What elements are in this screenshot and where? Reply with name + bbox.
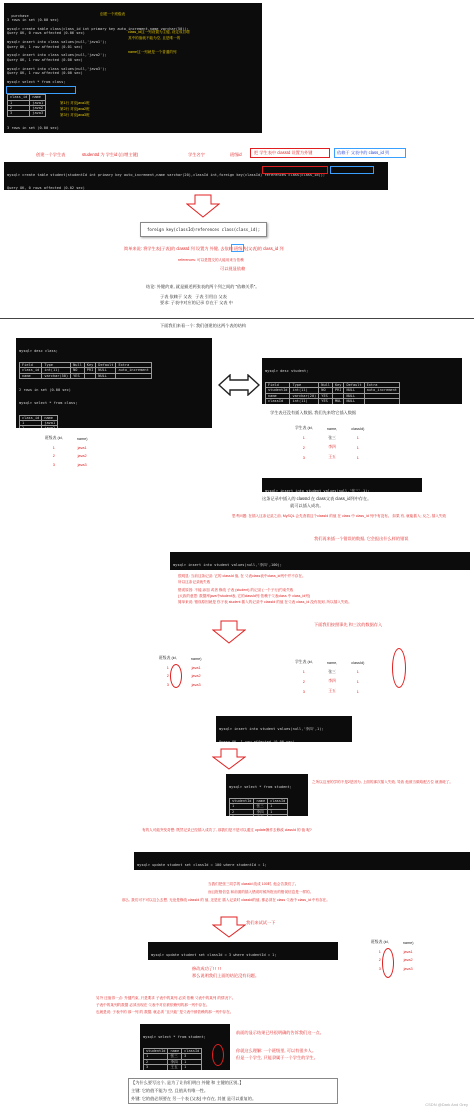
col-header: 班级表 (id,	[159, 656, 177, 661]
cell: auto_increment	[116, 368, 151, 373]
sql-line	[219, 740, 349, 742]
cell: 1	[268, 809, 288, 814]
update-explain-3: 那么, 我们可不可以这么去想, 无论是修改 classId 的 值, 还是在 插入记录时 classId的值, 都必须在 class 父表中 class_id 中有存在。	[122, 898, 330, 902]
cell: classId	[266, 399, 290, 404]
cell: 1	[302, 670, 305, 675]
note-fail-start: 我们再来插一个错误的数据, 它会报出什么样的错误	[314, 536, 409, 541]
sql-line: mysql> insert into class values(null,'java1');	[7, 40, 107, 45]
cell: 3	[52, 463, 55, 468]
terminal-update-ok	[148, 942, 338, 960]
sql-line: mysql> update student set classId = 100 where studentId = 1;	[137, 862, 267, 867]
terminal-desc-class	[16, 338, 212, 428]
cell: int(11)	[290, 399, 319, 404]
cell: NULL	[96, 373, 116, 378]
col-header: Default	[344, 383, 364, 388]
label-student-name: 学生名字	[188, 152, 205, 157]
sql-line: 3 rows in set (0.00 sec)	[7, 18, 59, 23]
cell: 张三	[168, 1054, 182, 1059]
col-header: Type	[42, 363, 71, 368]
cell: 王五	[168, 1065, 182, 1070]
col-header: name	[42, 415, 58, 420]
col-header: name	[168, 1049, 182, 1054]
cell: class_id	[20, 368, 42, 373]
cell: name	[20, 373, 42, 378]
cell: NULL	[344, 388, 364, 393]
sql-line: mysql> select * from student;	[143, 1034, 206, 1039]
cell: 3	[378, 967, 381, 972]
col-header: 班级表 (id,	[371, 940, 389, 945]
note-think: 思考问题: 在插入这条记录之前, MySQL 会先查看这个classId 的值 在 class 中 class_id 列中有没有。 如果 有, 就能插入; 反之, 插入失败	[232, 514, 447, 518]
cell: 1	[356, 689, 359, 694]
col-header: classId	[182, 1049, 202, 1054]
terminal-insert-zhangsan	[262, 478, 422, 492]
final-student-table	[143, 1048, 202, 1070]
note-row1: 第1行 对应java1班	[60, 101, 90, 105]
highlight-circle	[212, 1044, 224, 1066]
cell: NULL	[344, 393, 364, 398]
sql-line: Query OK, 1 row affected (0.00 sec)	[7, 57, 83, 62]
cell: 李四	[168, 1059, 182, 1064]
col-header: Key	[332, 383, 344, 388]
note-insert-exists: 这条记录中插入的 classId 在 class父表 class_id列中存在。	[262, 496, 372, 501]
double-arrow-icon	[218, 374, 260, 396]
col-header: Field	[266, 383, 290, 388]
fail-explain-3: 错误原因: 不能 添加 或者 修改 子表 (student) 的记录 (一个子行)约束失败	[178, 588, 294, 592]
fk-need: 要求: 子表中对应的记录 存在于 父表 中	[160, 300, 233, 305]
terminal-update-fail	[134, 852, 470, 870]
col-header: classId	[268, 799, 288, 804]
col-header: name)	[190, 656, 202, 661]
cell: java1	[42, 420, 58, 425]
section2-title: 下面我们来看一个: 我们创建的这两个表的结构	[160, 323, 247, 328]
cell	[230, 815, 254, 816]
sql-line: Query OK, 1 row affected (0.00 sec)	[7, 71, 83, 76]
cell	[20, 426, 42, 428]
cell: 1	[268, 804, 288, 809]
cell: 1	[356, 436, 359, 441]
cell: 1	[182, 1065, 202, 1070]
col-header: name	[30, 95, 46, 100]
fk-explain: 简单来说: 将学生表(子表)的 classId 列 设置为 外键, 去依赖 班级表(父表)的 class_id 列	[124, 246, 284, 251]
watermark: CSDN @Dark And Grey	[425, 1102, 468, 1107]
note-name-col: name这一列就是一个普通的列	[128, 50, 177, 54]
cell: java2	[77, 454, 87, 459]
col-header: Key	[84, 363, 96, 368]
cell: 李四	[254, 809, 268, 814]
cell: 李四	[328, 445, 336, 450]
label-ref: 依赖于 父表中的 class_id 列	[337, 150, 390, 155]
highlight-circle	[392, 648, 406, 688]
cell: 李四	[328, 679, 336, 684]
sql-line: purchase	[7, 13, 29, 18]
sql-line: Query OK, 1 row affected (0.01 sec)	[7, 44, 83, 49]
result-footer: 2 rows in set (0.00 sec)	[19, 388, 71, 393]
cell: NULL	[96, 368, 116, 373]
cell: 3	[302, 455, 305, 460]
cell: NULL	[344, 399, 364, 404]
col-header: Default	[96, 363, 116, 368]
note-pk: class_id这一列设置为主键, 设定成自增	[128, 30, 190, 34]
sql-line: mysql> select * from class;	[7, 79, 66, 84]
update-question: 有的人可能突发奇想: 既然记录已经插入成功了, 那我们是不是可以通过 update操作去修改 classId 的 值 呢?	[142, 828, 312, 832]
fk-summary: 结论: 外键约束, 就是描述两张表的两个列之间的 "依赖关系"。	[146, 284, 260, 289]
col-header: Extra	[364, 383, 399, 388]
cell: java2	[403, 958, 413, 963]
terminal-insert-more	[216, 716, 352, 742]
sql-line: mysql> insert into student values(null,'张三',1);	[265, 488, 370, 492]
highlight-circle	[170, 664, 182, 688]
sql-line: mysql> create table student(studentId int primary key auto_increment,name varchar(20),classId int,foreign key(classId) references class(class_id));	[7, 172, 326, 177]
col-header: 学生表 (id,	[295, 660, 313, 665]
cell: 1	[52, 445, 55, 450]
cell: 张三	[328, 435, 336, 440]
summary-line-1: 【为什么要写这个, 是为了让你们明白 外键 和 主键的区别。】	[131, 1080, 244, 1085]
terminal-select-student	[226, 774, 308, 816]
col-header: studentId	[230, 799, 254, 804]
down-arrow-icon	[186, 194, 220, 218]
cell: PRI	[332, 388, 344, 393]
final-para-1: 另外 还值得一点: 外键约束, 只是要求 子表中的某列 必须 依赖 父表中的某列 的情况下。	[96, 996, 236, 1000]
cell: java3	[30, 111, 46, 116]
col-header: Type	[290, 383, 319, 388]
cell: int(11)	[290, 388, 319, 393]
fk-word-box	[231, 244, 244, 252]
note-row3: 第3行 对应java3班	[60, 113, 90, 117]
cell: varchar(50)	[42, 373, 71, 378]
note-insert-success: 就可以插入成功。	[290, 503, 324, 508]
update-explain-1: 当我们把张三同学的 classId 改成 100时, 他会告我们了。	[208, 882, 299, 886]
fail-explain-1: 很明显: 当前这条记录: 它的 classId 值, 在 父表class表中class_id列中并不存在。	[178, 574, 306, 578]
cell: name	[266, 393, 290, 398]
col-header: studentId	[144, 1049, 168, 1054]
cell: 2	[302, 679, 305, 684]
sql-line: mysql> select * from class;	[19, 401, 78, 406]
note-insert-start: 学生表还没有插入数据, 我们先来给它插入数据	[270, 410, 357, 415]
cell: int(11)	[42, 368, 71, 373]
highlight-select-class	[6, 86, 76, 94]
terminal-desc-student	[262, 358, 462, 404]
cell	[268, 815, 288, 816]
cell: studentId	[266, 388, 290, 393]
label-student-id: studentId 为 学生id (自增主键)	[82, 152, 139, 157]
cell: java3	[191, 683, 201, 688]
highlight-fk-code	[262, 166, 328, 174]
section-divider	[0, 318, 474, 319]
col-header: name)	[402, 940, 414, 945]
cell	[364, 399, 399, 404]
fk-code-box	[140, 222, 267, 237]
col-header: class_id	[8, 95, 30, 100]
class-table-1	[38, 434, 95, 469]
final-note-1: 前面的显示结果已经很明确的告诉我们这一点。	[236, 1030, 324, 1035]
cell: 3	[302, 689, 305, 694]
cell: 1	[356, 670, 359, 675]
highlight-circle	[382, 948, 394, 978]
col-header: Field	[20, 363, 42, 368]
summary-box	[128, 1078, 338, 1104]
final-para-3: 也就是说: 子表中的 那一列 的 数据, 就必须 "且只能" 是父表中被依赖的那一列中存在。	[96, 1010, 234, 1014]
cell: NO	[71, 368, 85, 373]
cell: 1	[356, 679, 359, 684]
cell: 2	[378, 958, 381, 963]
desc-student-table	[265, 382, 400, 404]
cell: java1	[77, 445, 87, 450]
sql-line: mysql> insert into student values(null,'李四',1);	[219, 726, 324, 731]
cell: 1	[144, 1054, 168, 1059]
cell: 3	[144, 1065, 168, 1070]
col-header: name,	[326, 660, 338, 665]
col-header: class_id	[20, 415, 42, 420]
cell: 3	[182, 1054, 202, 1059]
cell: 1	[166, 665, 169, 670]
cell: java1	[30, 100, 46, 105]
fk-note: 可以视显依赖	[220, 266, 246, 271]
cell: 王五	[328, 689, 336, 694]
cell: java2	[30, 105, 46, 110]
col-header: name,	[326, 426, 338, 431]
col-header: classId)	[351, 660, 365, 665]
cell: 张三	[328, 669, 336, 674]
sql-line: mysql> create table class(class_id int primary key auto_increment,name varchar(50));	[7, 27, 189, 32]
desc-class-table	[19, 362, 152, 379]
cell: YES	[71, 373, 85, 378]
terminal-insert-fail	[170, 552, 470, 570]
note-row2: 第2行 对应java2班	[60, 107, 90, 111]
select-student-table	[229, 798, 288, 816]
fk-code: foreign key(classId)references class(class_id);	[147, 227, 261, 232]
cell: java1	[403, 949, 413, 954]
summary-line-3: 外键: 它的值必须要在 另一个表 (父表) 中存在, 其值 是可以重复的。	[131, 1096, 257, 1101]
cell: YES	[319, 393, 333, 398]
col-header: Null	[71, 363, 85, 368]
student-table-2	[288, 658, 371, 696]
col-header: name)	[76, 436, 88, 441]
cell: java2	[191, 674, 201, 679]
final-para-2: 子表中的某列的数据 必须出现在 父表中对应被依赖列的那一列中存在。	[96, 1003, 210, 1007]
col-header: name	[254, 799, 268, 804]
fk-child: 子表 依赖于 父表 子表 引用自 父表	[160, 294, 227, 299]
cell: 1	[356, 455, 359, 460]
cell: 1	[302, 436, 305, 441]
update-explain-2: 而且报错信息 和前面的插入错误时候所报出的错误信息是一样的。	[208, 890, 314, 894]
student-table-1	[288, 424, 371, 462]
cell: 1	[230, 804, 254, 809]
fail-tip: 下面我们按照事先 和三次的数据存入	[314, 622, 383, 627]
final-note-2: 你就这么理解: 一个班级里, 可以有很多人。	[236, 1048, 317, 1053]
fk-english: references: 可以是提交的人能用来当依赖	[178, 258, 244, 262]
cell: java1	[191, 665, 201, 670]
note-unique: 其中的值就不能为空, 且是唯一的	[128, 36, 181, 40]
note-create-class: 创建一个班级表	[100, 12, 126, 16]
sql-line: mysql> insert into student values(null,'李四',100);	[173, 562, 282, 567]
cell: 1	[356, 445, 359, 450]
cell: java3	[403, 967, 413, 972]
sql-line: mysql> desc class;	[19, 348, 58, 353]
cell: 2	[144, 1059, 168, 1064]
cell: 2	[8, 105, 30, 110]
cell	[42, 426, 58, 428]
down-arrow-icon	[212, 916, 246, 938]
sql-line: mysql> insert into class values(null,'java3');	[7, 66, 107, 71]
sql-line: Query OK, 0 rows affected (0.06 sec)	[7, 31, 85, 36]
cell: 2	[166, 674, 169, 679]
terminal-create-class	[4, 3, 262, 133]
final-note-3: 但是一个学生, 只能隶属于一个学生的学生。	[236, 1055, 318, 1060]
sql-line: mysql> update student set classId = 3 where studentId = 1;	[151, 952, 277, 957]
cell: 1	[20, 420, 42, 425]
cell: varchar(20)	[290, 393, 319, 398]
fail-explain-2: 所以这条记录就失败	[178, 580, 211, 584]
cell: PRI	[84, 368, 96, 373]
update-success: 修改成功了! ! ! !	[192, 966, 222, 971]
col-header: Null	[319, 383, 333, 388]
highlight-ref-code	[330, 166, 374, 174]
summary-line-2: 主键: 它的值不能为 空, 且值具有唯一性。	[131, 1088, 209, 1093]
cell: 1	[8, 100, 30, 105]
cell: YES	[319, 399, 333, 404]
cell: auto_increment	[364, 388, 399, 393]
label-class-id: 班级id	[230, 152, 242, 157]
cell: 张三	[254, 804, 268, 809]
cell	[116, 373, 151, 378]
cell: 2	[52, 454, 55, 459]
cell	[84, 373, 96, 378]
col-header: classId)	[351, 426, 365, 431]
cell: NO	[319, 388, 333, 393]
update-conclusion: 那么说明我们上面的结论没有问题。	[192, 973, 260, 978]
label-fk: 把 学生表中 classId 设置为外键	[254, 150, 313, 155]
cell: 2	[302, 445, 305, 450]
label-create-student: 创建一个学生表	[36, 152, 66, 157]
col-header: Extra	[116, 363, 151, 368]
cell: 2	[230, 809, 254, 814]
select-class-table	[19, 415, 58, 429]
fail-explain-4: (大致的意思: 数据库java中student表, 它的classId列 依赖于父表class 中 class_id列)	[178, 594, 310, 598]
col-header: 学生表 (id,	[295, 426, 313, 431]
down-arrow-icon	[212, 748, 246, 770]
sql-line: mysql> desc student;	[265, 368, 309, 373]
class-select-result	[7, 94, 46, 117]
cell: MUL	[332, 399, 344, 404]
cell: 1	[378, 949, 381, 954]
sql-line: Query OK, 0 rows affected (0.02 sec)	[7, 186, 85, 190]
cell: java3	[77, 463, 87, 468]
note-autoinc: 之所以这里的学的不是2是因为, 上面的那次插入失败, 导致 他被当做给配占位 就消耗了。	[312, 780, 453, 784]
update-try: 我们来试试一下	[246, 920, 276, 925]
cell	[254, 815, 268, 816]
cell: 王五	[328, 455, 336, 460]
col-header: 班级表 (id,	[45, 436, 63, 441]
cell: 3	[166, 683, 169, 688]
cell: 1	[182, 1059, 202, 1064]
sql-line: mysql> insert into class values(null,'java2');	[7, 53, 107, 58]
result-footer: 3 rows in set (0.00 sec)	[7, 125, 59, 130]
down-arrow-icon	[212, 620, 246, 644]
fail-explain-5: 简单来说: 错误原因就是 你子表 student 插入的记录中 classId 的值 在父表 class_id 没有找到, 所以插入失败。	[178, 600, 352, 604]
cell: 3	[8, 111, 30, 116]
sql-line: mysql> select * from student;	[229, 784, 292, 789]
